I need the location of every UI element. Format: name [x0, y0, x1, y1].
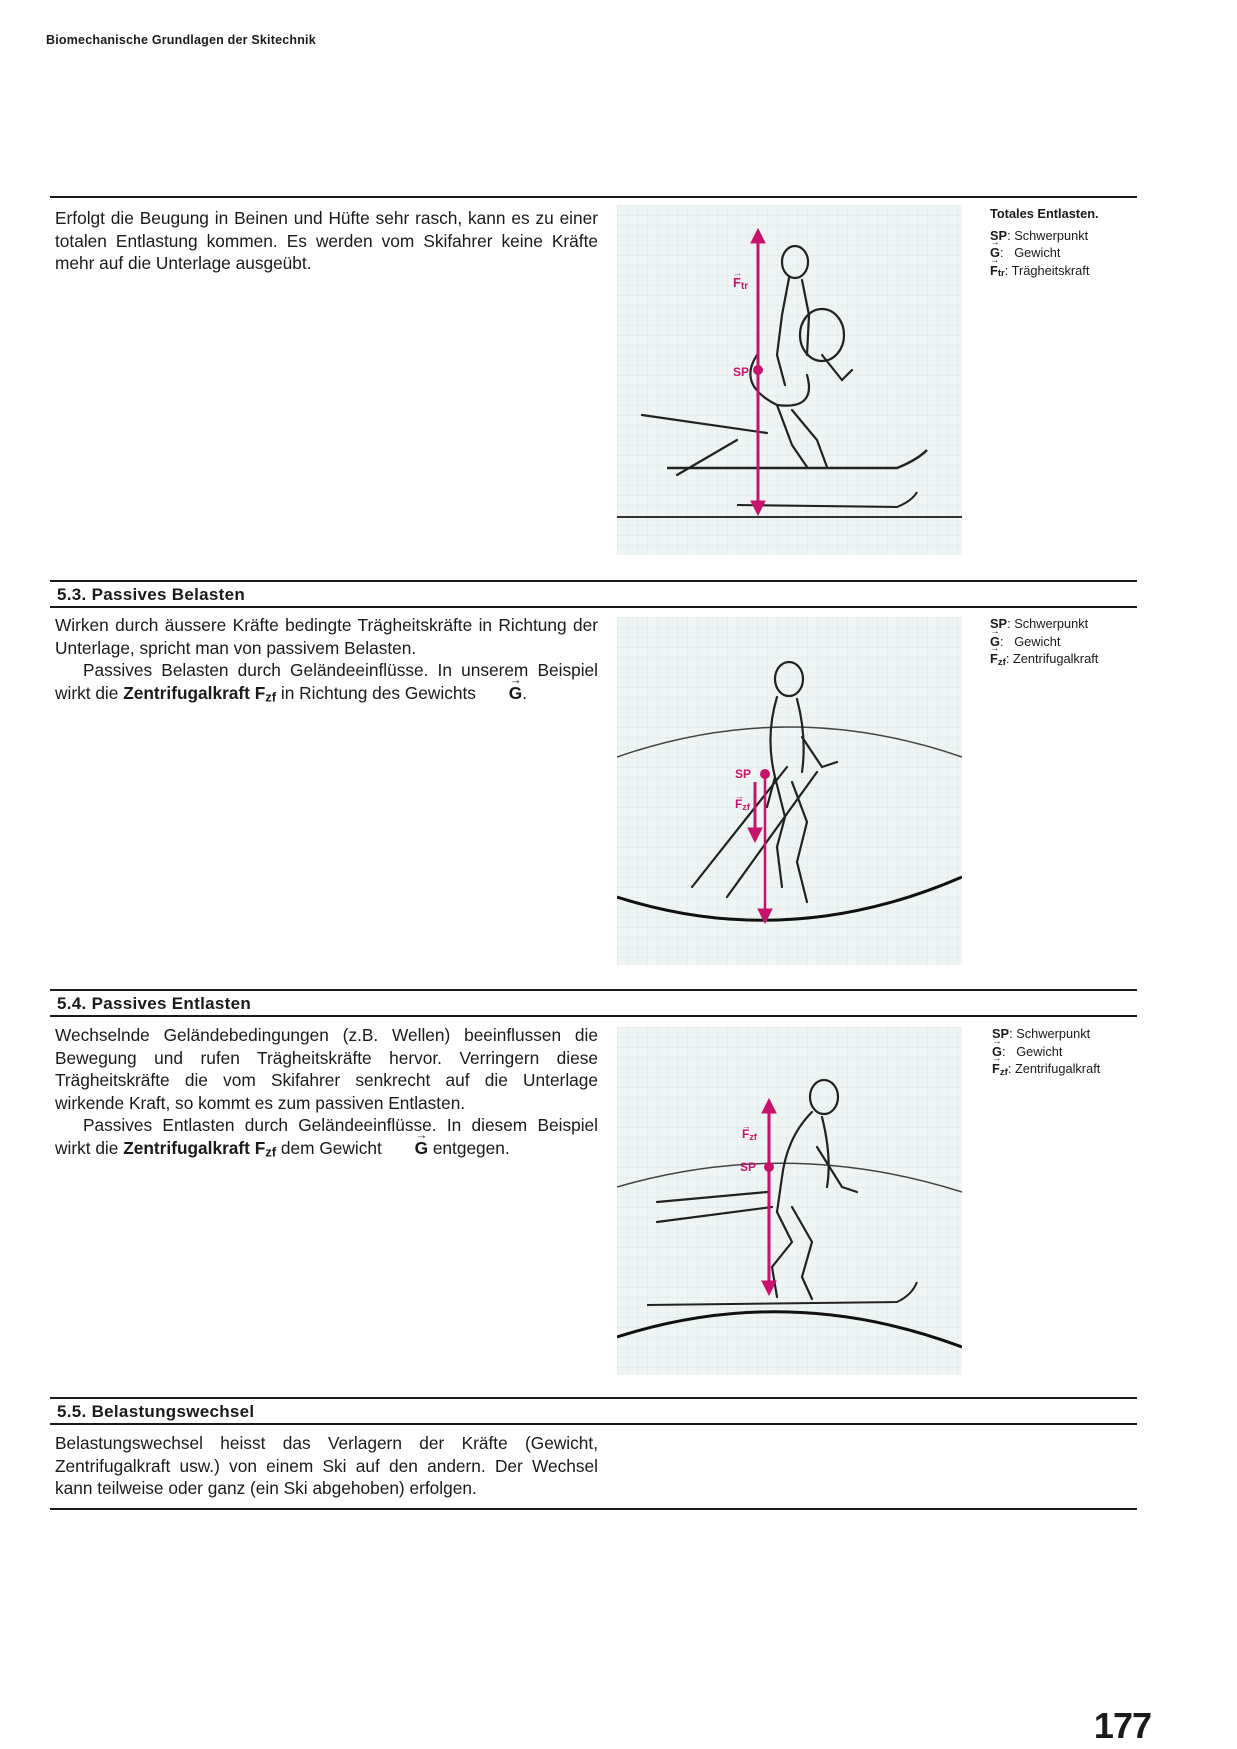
- section-53-para1: Wirken durch äussere Kräfte bedingte Trägheitskräfte in Richtung der Unterlage, spricht man von passivem Belasten.: [55, 615, 598, 658]
- section-53-para2-bold-text: Zentrifugalkraft F: [123, 682, 266, 703]
- caption-text: Zentrifugalkraft: [1014, 1061, 1101, 1076]
- top-rule: [50, 196, 1137, 198]
- figure-54-sp-label: SP: [740, 1160, 757, 1174]
- caption-row: [990, 262, 1140, 283]
- caption-symbol: SP: [992, 1026, 1010, 1041]
- section-53-para2-end: .: [522, 682, 527, 703]
- caption-symbol-sub: zf: [999, 1066, 1008, 1078]
- figure-54-force-sub: zf: [749, 1131, 757, 1142]
- caption-text: Schwerpunkt: [1014, 616, 1089, 631]
- caption-sep: :: [1007, 616, 1015, 631]
- section-54-rule-top: [50, 989, 1137, 991]
- section-54-para2-bold-sub: zf: [265, 1144, 277, 1160]
- caption-text: Gewicht: [1014, 633, 1061, 649]
- caption-row: [990, 615, 1140, 633]
- section-53-caption: [990, 615, 1140, 671]
- top-caption: [990, 205, 1140, 283]
- caption-symbol-sub: tr: [997, 268, 1005, 280]
- caption-text: Trägheitskraft: [1011, 262, 1090, 278]
- section-55-rule-top: [50, 1397, 1137, 1399]
- caption-sep: :: [1009, 1026, 1017, 1041]
- page-number: 177: [1093, 1705, 1151, 1746]
- caption-text: Schwerpunkt: [1016, 1026, 1091, 1041]
- caption-symbol: → G: [990, 633, 1000, 651]
- caption-row: [992, 1060, 1142, 1081]
- section-54-para2-lead: Passives Entlasten durch Geländeeinflüsse. In diesem Beispiel wirkt die: [55, 1115, 598, 1158]
- figure-54-force-label: [742, 1127, 757, 1142]
- section-54-para2-g: → G: [387, 1137, 428, 1160]
- figure-53-force-sub: zf: [742, 801, 750, 812]
- top-paragraph-text: Erfolgt die Beugung in Beinen und Hüfte sehr rasch, kann es zu einer totalen Entlastung kommen. Es werden vom Skifahrer keine Kräfte mehr auf die Unterlage ausgeübt.: [55, 208, 598, 273]
- section-53-para2-bold: [123, 683, 276, 703]
- figure-passive-unloading: [617, 1027, 962, 1375]
- top-paragraph: [55, 207, 598, 275]
- section-54-para2-bold: [123, 1138, 276, 1158]
- section-55-rule-bottom: [50, 1423, 1137, 1425]
- caption-sep: :: [1007, 1061, 1015, 1076]
- section-53-rule-bottom: [50, 606, 1137, 608]
- caption-row: [992, 1043, 1142, 1061]
- caption-row: [990, 244, 1140, 262]
- section-55-rule-end: [50, 1508, 1137, 1510]
- caption-sep: :: [1005, 651, 1013, 666]
- section-53-text: [55, 614, 598, 709]
- figure-top-force-symbol: → F: [733, 275, 741, 290]
- section-54-rule-bottom: [50, 1015, 1137, 1017]
- section-54-para2-mid: dem Gewicht: [276, 1137, 387, 1158]
- section-54-title: 5.4. Passives Entlasten: [57, 994, 252, 1013]
- figure-top-sp-label: SP: [733, 365, 750, 379]
- caption-symbol: → G: [990, 244, 1000, 262]
- caption-sep: :: [1001, 1043, 1017, 1059]
- section-54-para2: [55, 1114, 598, 1164]
- section-54-caption: [992, 1025, 1142, 1081]
- figure-53-sp-label: SP: [735, 767, 752, 781]
- caption-symbol: → G: [992, 1043, 1002, 1061]
- caption-row: [992, 1025, 1142, 1043]
- section-54-para2-bold-text: Zentrifugalkraft F: [123, 1137, 266, 1158]
- section-55-paragraph: Belastungswechsel heisst das Verlagern der Kräfte (Gewicht, Zentrifugalkraft usw.) von einem Ski auf den andern. Der Wechsel kann teilweise oder ganz (ein Ski abgehoben) erfolgen.: [55, 1433, 598, 1498]
- caption-text: Gewicht: [1016, 1043, 1063, 1059]
- section-54-text: [55, 1024, 598, 1164]
- running-head: Biomechanische Grundlagen der Skitechnik: [46, 33, 316, 47]
- figure-53-force-label: [735, 797, 750, 812]
- caption-symbol: → F: [992, 1060, 1000, 1078]
- section-55-title: 5.5. Belastungswechsel: [57, 1402, 255, 1421]
- section-54-para2-end: entgegen.: [428, 1137, 510, 1158]
- section-53-title: 5.3. Passives Belasten: [57, 585, 246, 604]
- section-55-text: [55, 1432, 598, 1500]
- caption-symbol-sub: zf: [997, 656, 1006, 668]
- section-53-para2: [55, 659, 598, 709]
- section-54-para1: Wechselnde Geländebedingungen (z.B. Wellen) beeinflussen die Bewegung und rufen Trägheitskräfte hervor. Verringern diese Trägheitskräfte die vom Skifahrer senkrecht auf die Unterlage wirkende Kraft, so kommt es zum passiven Entlasten.: [55, 1025, 598, 1113]
- section-53-para2-mid: in Richtung des Gewichts: [276, 682, 481, 703]
- caption-row: [990, 227, 1140, 245]
- caption-symbol: → F: [990, 650, 998, 668]
- figure-passive-loading: [617, 617, 962, 965]
- figure-top-force-sub: tr: [740, 280, 748, 292]
- caption-sep: :: [1007, 227, 1015, 243]
- section-53-para2-bold-sub: zf: [265, 689, 277, 705]
- caption-symbol: → F: [990, 262, 998, 280]
- figure-top-force-label: [733, 275, 748, 292]
- caption-row: [990, 650, 1140, 671]
- caption-symbol: SP: [990, 227, 1008, 243]
- caption-sep: :: [1004, 262, 1012, 278]
- caption-text: Zentrifugalkraft: [1012, 651, 1099, 666]
- figure-total-unloading: [617, 205, 962, 555]
- section-53-rule-top: [50, 580, 1137, 582]
- caption-sep: :: [999, 633, 1015, 649]
- caption-text: Gewicht: [1014, 245, 1061, 260]
- section-53-para2-lead: Passives Belasten durch Geländeeinflüsse. In unserem Beispiel wirkt die: [55, 660, 598, 703]
- caption-row: [990, 633, 1140, 651]
- section-53-para2-g: → G: [481, 682, 522, 705]
- figure-53-force-symbol: → F: [735, 797, 742, 811]
- caption-text: Schwerpunkt: [1014, 227, 1089, 243]
- top-caption-title: Totales Entlasten.: [990, 206, 1099, 221]
- caption-symbol: SP: [990, 616, 1008, 631]
- caption-sep: :: [999, 245, 1015, 260]
- figure-54-force-symbol: → F: [742, 1127, 749, 1141]
